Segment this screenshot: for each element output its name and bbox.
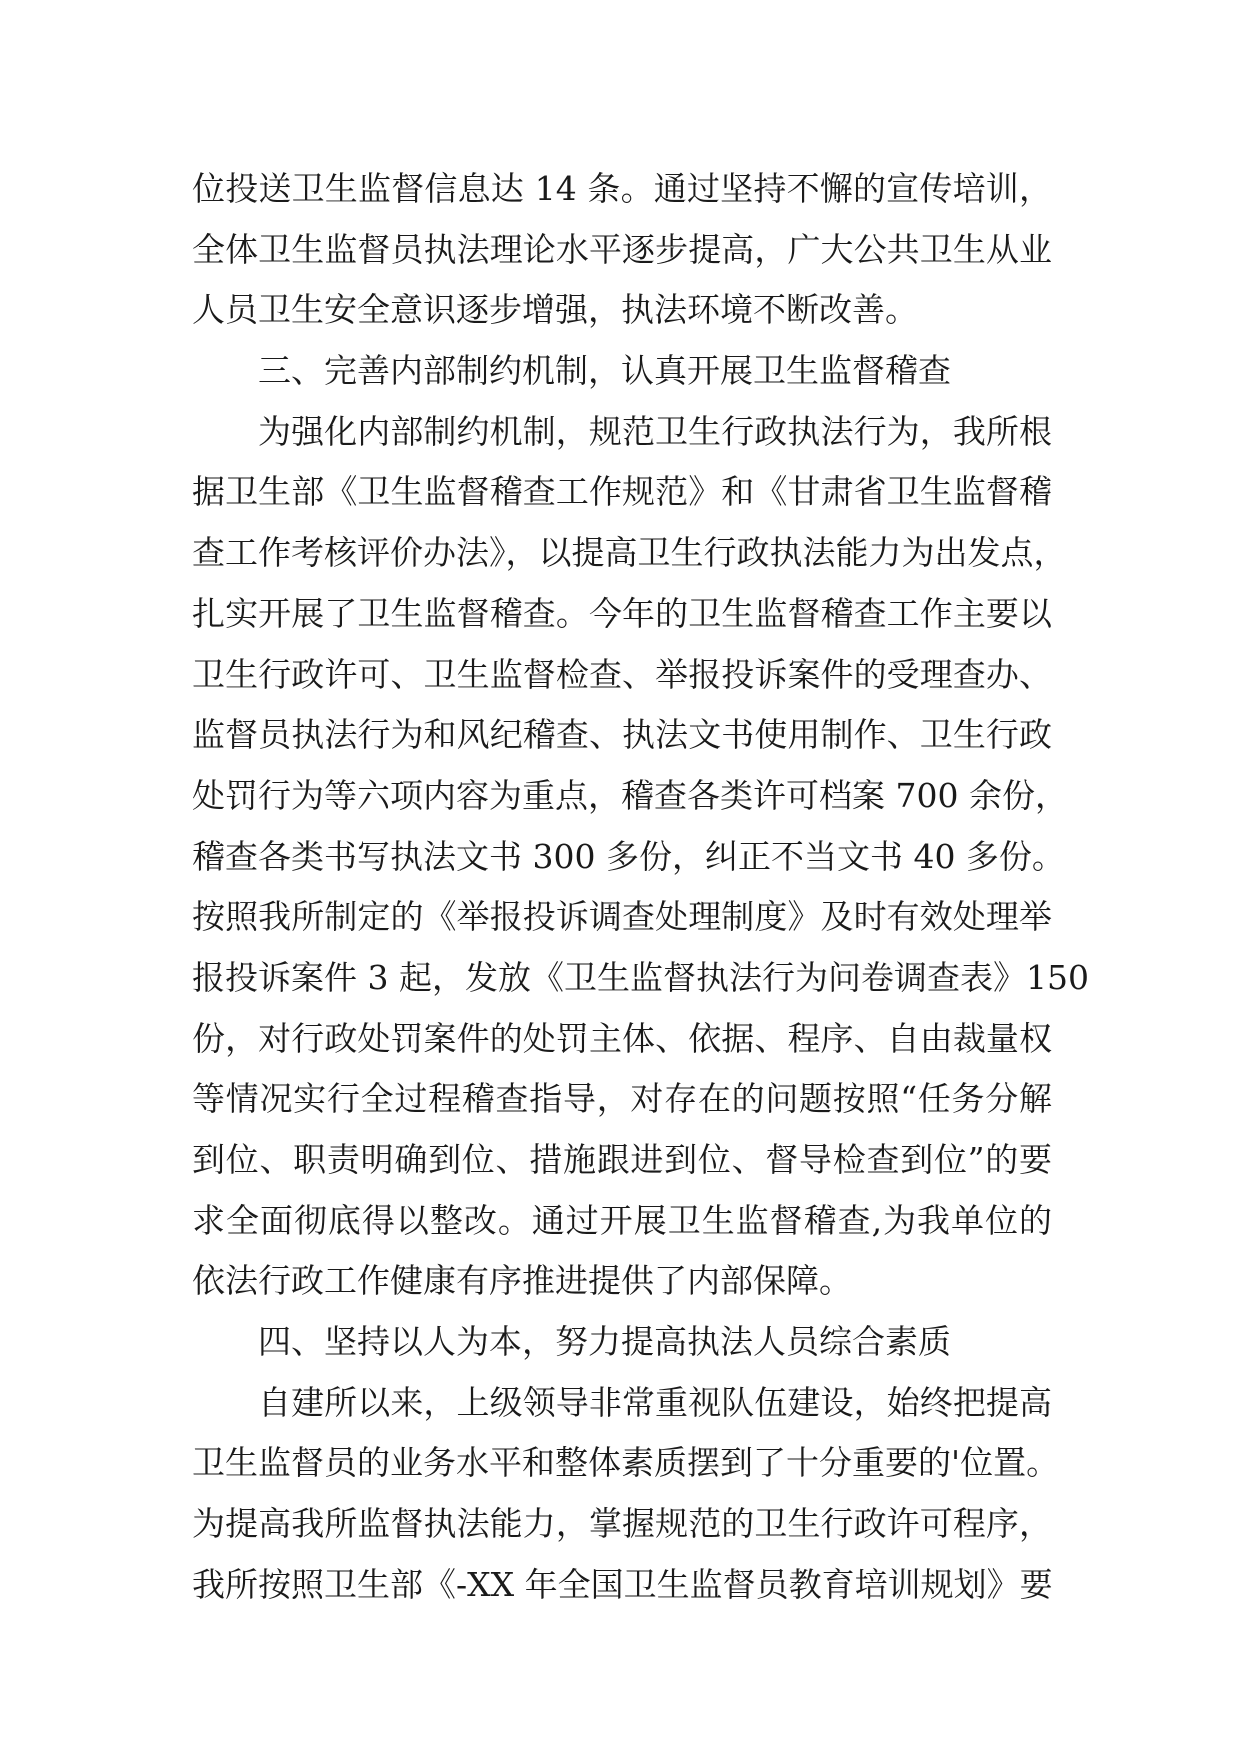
text-line: 全体卫生监督员执法理论水平逐步提高，广大公共卫生从业 [192,229,1052,269]
text-line: 卫生监督员的业务水平和整体素质摆到了十分重要的'位置。 [192,1443,1060,1483]
text-line: 人员卫生安全意识逐步增强，执法环境不断改善。 [192,290,918,330]
text-line: 为强化内部制约机制，规范卫生行政执法行为，我所根 [258,411,1052,451]
text-line: 四、坚持以人为本，努力提高执法人员综合素质 [258,1322,951,1362]
text-line: 三、完善内部制约机制，认真开展卫生监督稽查 [258,351,951,391]
text-line: 自建所以来，上级领导非常重视队伍建设，始终把提高 [258,1382,1052,1422]
text-line: 求全面彻底得以整改。通过开展卫生监督稽查,为我单位的 [192,1200,1052,1240]
text-line: 扎实开展了卫生监督稽查。今年的卫生监督稽查工作主要以 [192,593,1052,633]
text-line: 我所按照卫生部《-XX 年全国卫生监督员教育培训规划》要 [192,1564,1053,1604]
text-line: 据卫生部《卫生监督稽查工作规范》和《甘肃省卫生监督稽 [192,472,1052,512]
text-line: 为提高我所监督执法能力，掌握规范的卫生行政许可程序， [192,1504,1052,1544]
text-line: 监督员执法行为和风纪稽查、执法文书使用制作、卫生行政 [192,715,1052,755]
text-line: 份，对行政处罚案件的处罚主体、依据、程序、自由裁量权 [192,1018,1052,1058]
text-line: 按照我所制定的《举报投诉调查处理制度》及时有效处理举 [192,897,1052,937]
text-line: 依法行政工作健康有序推进提供了内部保障。 [192,1261,852,1301]
text-line: 处罚行为等六项内容为重点，稽查各类许可档案 700 余份， [192,775,1068,815]
text-line: 到位、职责明确到位、措施跟进到位、督导检查到位”的要 [192,1140,1052,1179]
text-line: 稽查各类书写执法文书 300 多份，纠正不当文书 40 多份。 [192,836,1065,876]
text-line: 卫生行政许可、卫生监督检查、举报投诉案件的受理查办、 [192,654,1052,694]
text-line: 报投诉案件 3 起，发放《卫生监督执法行为问卷调查表》150 [192,957,1089,997]
text-line: 位投送卫生监督信息达 14 条。通过坚持不懈的宣传培训， [192,169,1052,208]
document-body [192,159,1089,1616]
text-line: 等情况实行全过程稽查指导，对存在的问题按照“任务分解 [192,1079,1052,1119]
text-line: 查工作考核评价办法》，以提高卫生行政执法能力为出发点， [192,533,1067,573]
